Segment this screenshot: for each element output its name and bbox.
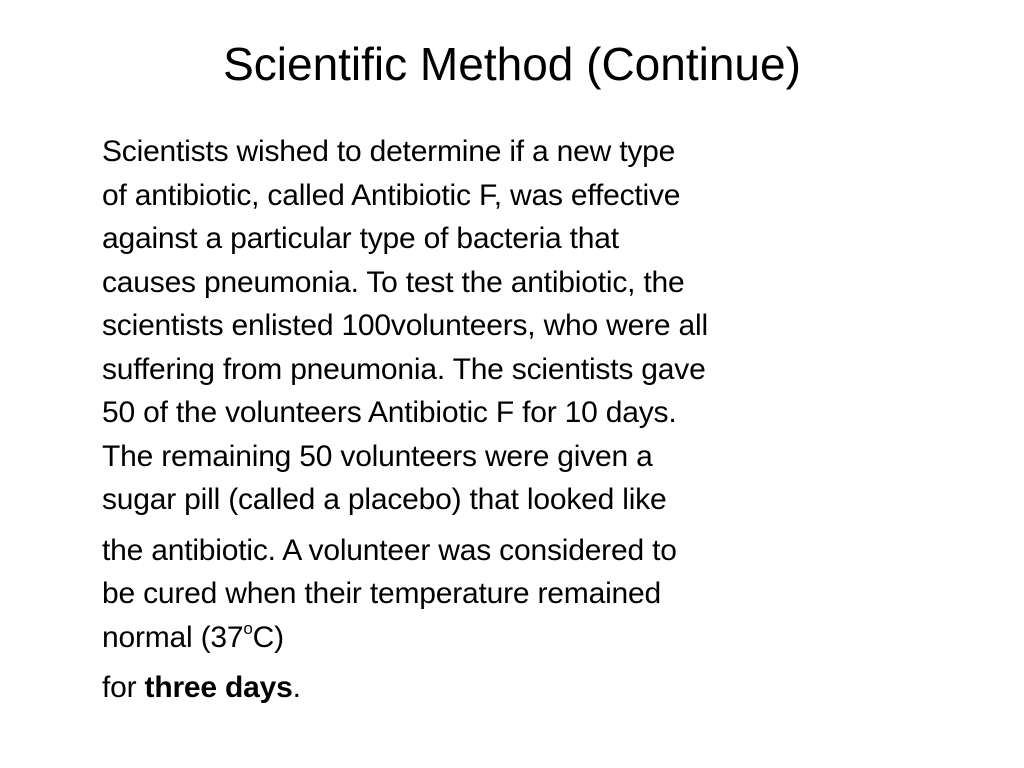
temperature-suffix: C) — [252, 620, 284, 654]
body-line-9: sugar pill (called a placebo) that looked like — [102, 483, 667, 516]
body-line-5: scientists enlisted 100volunteers, who were all — [102, 309, 708, 342]
temperature-line — [102, 616, 982, 660]
body-line-6: suffering from pneumonia. The scientists gave — [102, 352, 706, 386]
body-line-2: of antibiotic, called Antibiotic F, was effective — [102, 178, 681, 212]
slide-title: Scientific Method (Continue) — [223, 38, 801, 90]
body-line-1: Scientists wished to determine if a new type — [102, 135, 676, 168]
temperature-prefix: normal (37 — [102, 620, 244, 654]
body-line-3: against a particular type of bacteria that — [102, 222, 619, 255]
duration-emphasis: three days — [144, 671, 293, 704]
body-line-8: The remaining 50 volunteers were given a — [102, 439, 653, 473]
body-line-4: causes pneumonia. To test the antibiotic, the — [102, 265, 685, 299]
body-line-7: 50 of the volunteers Antibiotic F for 10 days. — [102, 396, 677, 429]
degree-superscript: o — [243, 618, 253, 638]
slide-body-text — [102, 130, 982, 710]
body-line-11: be cured when their temperature remained — [102, 577, 661, 610]
duration-line — [102, 666, 982, 710]
body-line-10: the antibiotic. A volunteer was considered to — [102, 533, 677, 567]
duration-prefix: for — [102, 671, 145, 704]
duration-suffix: . — [292, 671, 301, 704]
